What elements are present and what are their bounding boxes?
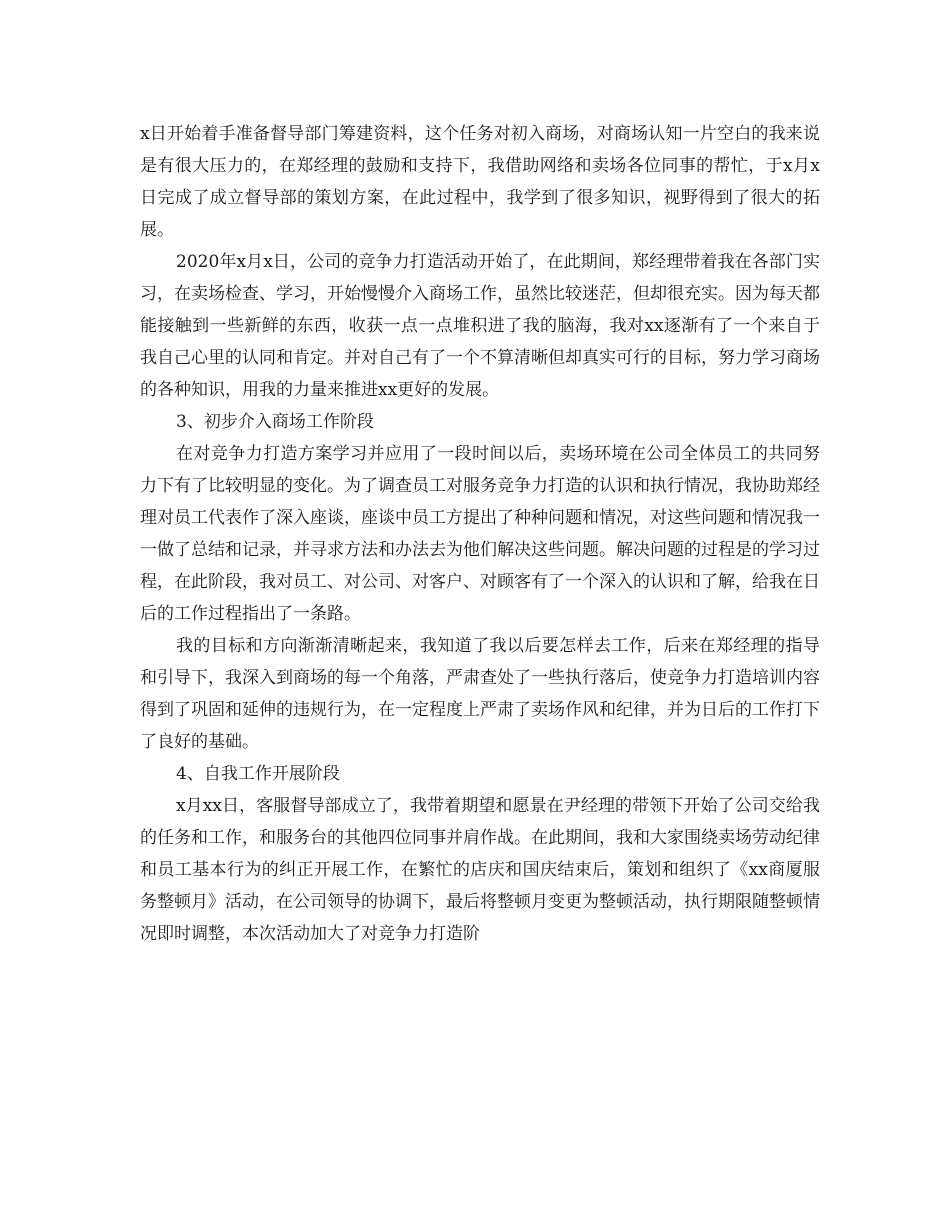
paragraph-supervision-department: x月xx日，客服督导部成立了，我带着期望和愿景在尹经理的带领下开始了公司交给我的任务和工作，和服务台的其他四位同事并肩作战。在此期间，我和大家围绕卖场劳动纪律和员工基本行为的纠正开展工作，在繁忙的店庆和国庆结束后，策划和组织了《xx商厦服务整顿月》活动，在公司领导的协调下，最后将整顿月变更为整顿活动，执行期限随整顿情况即时调整，本次活动加大了对竞争力打造阶 — [140, 796, 820, 944]
document-body — [140, 118, 820, 950]
paragraph-goals-direction: 我的目标和方向渐渐清晰起来，我知道了我以后要怎样去工作，后来在郑经理的指导和引导下，我深入到商场的每一个角落，严肃查处了一些执行落后，使竞争力打造培训内容得到了巩固和延伸的违规行为，在一定程度上严肃了卖场作风和纪律，并为日后的工作打下了良好的基础。 — [140, 636, 820, 752]
paragraph-competitiveness-start: 2020年x月x日，公司的竞争力打造活动开始了，在此期间，郑经理带着我在各部门实习，在卖场检查、学习，开始慢慢介入商场工作，虽然比较迷茫，但却很充实。因为每天都能接触到一些新鲜的东西，收获一点一点堆积进了我的脑海，我对xx逐渐有了一个来自于我自己心里的认同和肯定。并对自己有了一个不算清晰但却真实可行的目标，努力学习商场的各种知识，用我的力量来推进xx更好的发展。 — [140, 252, 820, 400]
paragraph-employee-survey: 在对竞争力打造方案学习并应用了一段时间以后，卖场环境在公司全体员工的共同努力下有了比较明显的变化。为了调查员工对服务竞争力打造的认识和执行情况，我协助郑经理对员工代表作了深入座谈，座谈中员工方提出了种种问题和情况，对这些问题和情况我一一做了总结和记录，并寻求方法和办法去为他们解决这些问题。解决问题的过程是的学习过程，在此阶段，我对员工、对公司、对客户、对顾客有了一个深入的认识和了解，给我在日后的工作过程指出了一条路。 — [140, 444, 820, 624]
paragraph-continuation: x日开始着手准备督导部门筹建资料，这个任务对初入商场，对商场认知一片空白的我来说是有很大压力的，在郑经理的鼓励和支持下，我借助网络和卖场各位同事的帮忙，于x月x日完成了成立督导部的策划方案，在此过程中，我学到了很多知识，视野得到了很大的拓展。 — [140, 124, 820, 240]
section-heading-3: 3、初步介入商场工作阶段 — [176, 412, 374, 432]
section-heading-4: 4、自我工作开展阶段 — [176, 764, 340, 784]
